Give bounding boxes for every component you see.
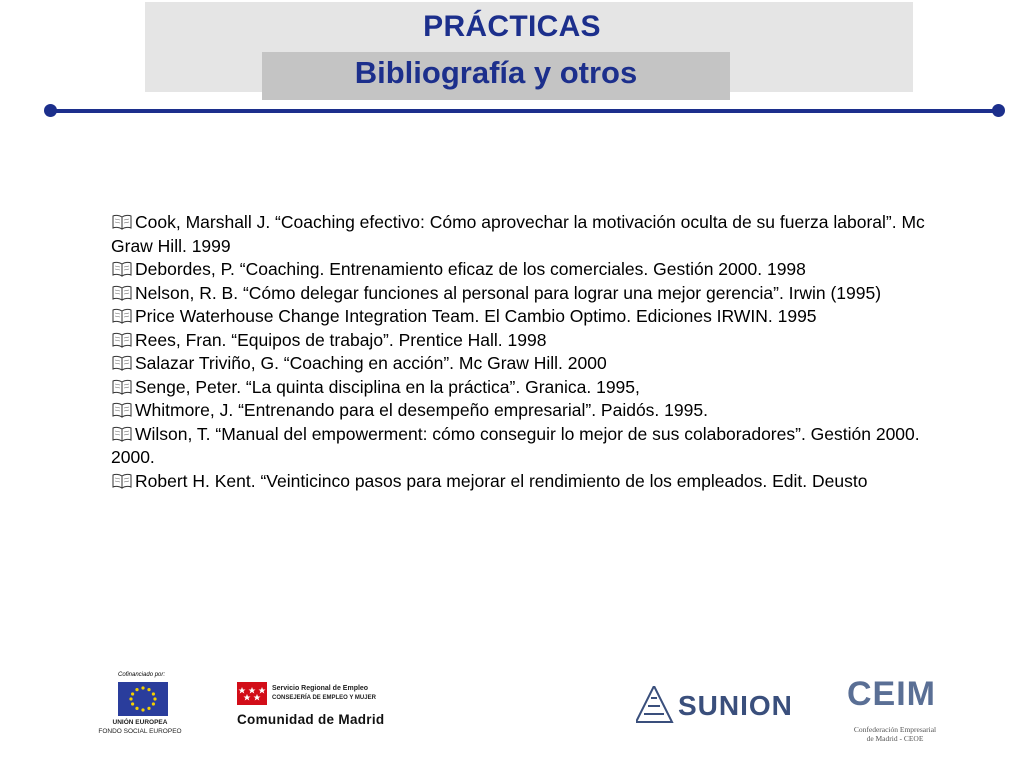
list-item: Senge, Peter. “La quinta disciplina en la práctica”. Granica. 1995, <box>111 376 941 400</box>
eu-cofinanced-label: Cofinanciado por: <box>118 672 166 678</box>
sunion-name: SUNION <box>678 690 793 721</box>
madrid-service-label: Servicio Regional de Empleo <box>272 685 369 692</box>
comunidad-madrid-logo <box>237 682 417 728</box>
eu-flag-icon <box>118 682 168 716</box>
list-item: Wilson, T. “Manual del empowerment: cómo conseguir lo mejor de sus colaboradores”. Gestión 2000. 2000. <box>111 423 920 467</box>
list-item: Nelson, R. B. “Cómo delegar funciones al personal para lograr una mejor gerencia”. Irwin (1995) <box>111 282 941 306</box>
ceim-name: CEIM <box>847 675 936 713</box>
eu-union-label: UNIÓN EUROPEA <box>112 719 168 726</box>
open-book-icon <box>111 355 133 371</box>
madrid-flag-icon <box>237 682 267 705</box>
ceim-logo <box>845 677 945 745</box>
list-item: Salazar Triviño, G. “Coaching en acción”. Mc Graw Hill. 2000 <box>111 352 941 376</box>
bibliography-list <box>111 211 941 493</box>
eu-fund-label: FONDO SOCIAL EUROPEO <box>98 728 182 735</box>
open-book-icon <box>111 214 133 230</box>
list-item: Whitmore, J. “Entrenando para el desempeño empresarial”. Paidós. 1995. <box>111 399 941 423</box>
madrid-department-label: CONSEJERÍA DE EMPLEO Y MUJER <box>272 695 376 701</box>
sunion-logo <box>636 684 816 726</box>
open-book-icon <box>111 332 133 348</box>
header-rule <box>50 109 1000 113</box>
ceim-line1: Confederación Empresarial <box>853 725 937 734</box>
sunion-triangle-icon <box>636 686 676 724</box>
eu-logo <box>96 672 184 742</box>
open-book-icon <box>111 473 133 489</box>
rule-end-dot-right <box>992 104 1005 117</box>
open-book-icon <box>111 308 133 324</box>
ceim-line2: de Madrid - CEOE <box>866 734 924 743</box>
page-title: PRÁCTICAS <box>423 10 601 43</box>
open-book-icon <box>111 261 133 277</box>
page-subtitle: Bibliografía y otros <box>354 55 638 90</box>
madrid-name-label: Comunidad de Madrid <box>237 712 385 727</box>
list-item: Robert H. Kent. “Veinticinco pasos para mejorar el rendimiento de los empleados. Edit. Deusto <box>111 470 941 494</box>
open-book-icon <box>111 379 133 395</box>
open-book-icon <box>111 402 133 418</box>
list-item: Debordes, P. “Coaching. Entrenamiento eficaz de los comerciales. Gestión 2000. 1998 <box>111 258 941 282</box>
list-item: Price Waterhouse Change Integration Team. El Cambio Optimo. Ediciones IRWIN. 1995 <box>111 305 941 329</box>
rule-end-dot-left <box>44 104 57 117</box>
open-book-icon <box>111 426 133 442</box>
list-item: Cook, Marshall J. “Coaching efectivo: Cómo aprovechar la motivación oculta de su fuerza laboral”. Mc Graw Hill. 1999 <box>111 212 925 256</box>
list-item: Rees, Fran. “Equipos de trabajo”. Prentice Hall. 1998 <box>111 329 941 353</box>
open-book-icon <box>111 285 133 301</box>
